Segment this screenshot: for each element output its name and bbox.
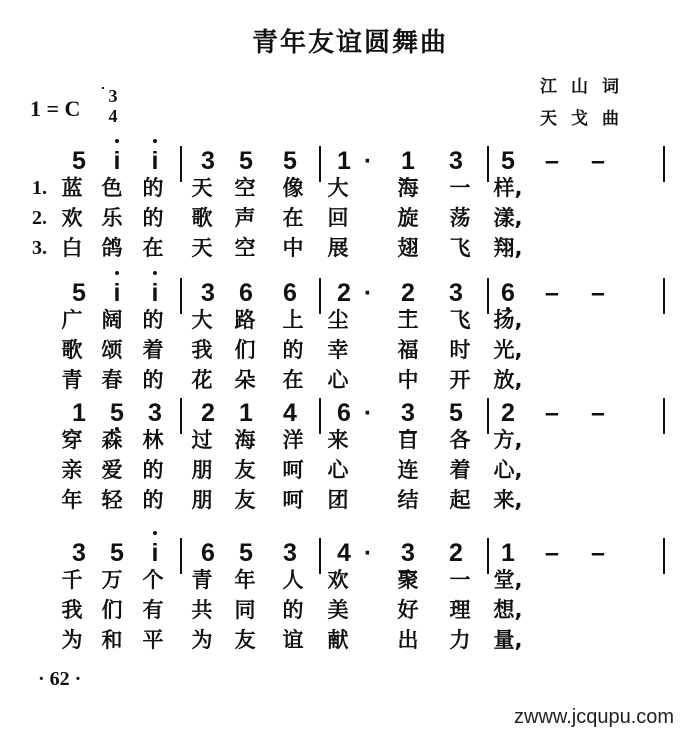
note [275, 538, 305, 568]
lyric-char: 我 [61, 598, 83, 622]
lyric-char: 翅 [397, 236, 419, 260]
dash-sustain [537, 146, 567, 176]
lyric-char: 的 [142, 458, 164, 482]
note [193, 278, 223, 308]
note-digit: 5 [239, 147, 253, 175]
lyric-char: 一 [449, 568, 471, 592]
lyric-char: 海 [397, 176, 419, 200]
lyric-char: 鸽 [101, 236, 123, 260]
lyric-line [0, 306, 700, 336]
lyric-char: 年 [61, 488, 83, 512]
note-digit: 5 [283, 147, 297, 175]
lyric-char: 心 [327, 458, 349, 482]
lyric-char: 团 [327, 488, 349, 512]
note [102, 398, 132, 428]
note [441, 146, 471, 176]
note-digit: – [545, 147, 559, 175]
note [441, 278, 471, 308]
dash-sustain [537, 278, 567, 308]
lyric-char: 心 [327, 368, 349, 392]
lyric-char: 千 [61, 568, 83, 592]
lyric-char: 起 [449, 488, 471, 512]
note [64, 278, 94, 308]
lyric-char: 的 [282, 598, 304, 622]
lyric-line [0, 174, 700, 204]
lyric-char: 森 [101, 428, 123, 452]
lyric-char: 聚 [397, 568, 419, 592]
lyric-line [0, 456, 700, 486]
note [393, 538, 423, 568]
lyric-char: 乐 [101, 206, 123, 230]
note [275, 278, 305, 308]
verse-number: 2. [32, 207, 47, 229]
dash-sustain [583, 146, 613, 176]
note-digit: i [151, 147, 159, 175]
lyric-char: 有 [142, 598, 164, 622]
lyric-char: 展 [327, 236, 349, 260]
lyric-char: 的 [142, 368, 164, 392]
note-digit: i [113, 147, 121, 175]
note [102, 538, 132, 568]
note-digit: 2 [501, 399, 515, 427]
lyric-line [0, 366, 700, 396]
note-digit: 5 [110, 399, 124, 427]
note [64, 146, 94, 176]
note-digit: · [363, 279, 373, 307]
lyric-char: 年 [234, 568, 256, 592]
octave-high-dot [115, 271, 119, 275]
dash-sustain [537, 398, 567, 428]
lyricist-role: 词 [602, 77, 633, 97]
lyric-char: 好 [397, 598, 419, 622]
lyric-char: 万 [101, 568, 123, 592]
lyric-char: 来 [327, 428, 349, 452]
lyric-line [0, 336, 700, 366]
lyric-char: 青 [61, 368, 83, 392]
lyric-char: 的 [142, 206, 164, 230]
lyric-line [0, 486, 700, 516]
time-signature [102, 86, 124, 126]
lyric-char: 自 [397, 428, 419, 452]
note [193, 398, 223, 428]
lyric-char: 友 [234, 628, 256, 652]
lyric-char: 量, [493, 628, 523, 652]
lyric-char: 的 [282, 338, 304, 362]
lyric-char: 上 [282, 308, 304, 332]
lyric-char: 友 [234, 488, 256, 512]
lyric-char: 穿 [61, 428, 83, 452]
note [231, 278, 261, 308]
note-digit: 1 [401, 147, 415, 175]
lyric-char: 理 [449, 598, 471, 622]
verse-number: 1. [32, 177, 47, 199]
note [493, 398, 523, 428]
note [102, 278, 132, 308]
lyric-char: 为 [191, 628, 213, 652]
lyric-char: 翔, [493, 236, 523, 260]
note-digit: 3 [148, 399, 162, 427]
note [140, 398, 170, 428]
lyric-char: 尘 [327, 308, 349, 332]
lyric-char: 人 [282, 568, 304, 592]
note [64, 398, 94, 428]
lyric-char: 心, [493, 458, 523, 482]
lyric-char: 结 [397, 488, 419, 512]
note-digit: 1 [337, 147, 351, 175]
note-digit: · [363, 539, 373, 567]
note-digit: 5 [449, 399, 463, 427]
lyric-char: 光, [493, 338, 523, 362]
dash-sustain [583, 398, 613, 428]
note-digit: 5 [72, 279, 86, 307]
lyricist-name: 江山 [540, 77, 602, 97]
lyric-char: 大 [191, 308, 213, 332]
lyric-char: 呵 [282, 458, 304, 482]
note [64, 538, 94, 568]
note-digit: 3 [449, 147, 463, 175]
lyric-char: 福 [397, 338, 419, 362]
lyric-char: 的 [142, 488, 164, 512]
note-digit: 5 [239, 539, 253, 567]
note [275, 146, 305, 176]
note [493, 146, 523, 176]
lyric-char: 来, [493, 488, 523, 512]
note [441, 538, 471, 568]
lyric-char: 力 [449, 628, 471, 652]
dash-sustain [583, 538, 613, 568]
lyric-char: 想, [493, 598, 523, 622]
note-digit: · [363, 147, 373, 175]
note-digit: 4 [283, 399, 297, 427]
lyric-char: 扬, [493, 308, 523, 332]
note-digit: 1 [501, 539, 515, 567]
lyric-char: 时 [449, 338, 471, 362]
lyric-char: 着 [449, 458, 471, 482]
lyric-line [0, 426, 700, 456]
lyric-char: 谊 [282, 628, 304, 652]
lyric-char: 空 [234, 176, 256, 200]
lyric-line [0, 204, 700, 234]
lyric-char: 朵 [234, 368, 256, 392]
lyric-char: 献 [327, 628, 349, 652]
lyric-char: 荡 [449, 206, 471, 230]
lyric-char: 路 [234, 308, 256, 332]
note-digit: 3 [401, 539, 415, 567]
composer-name: 天戈 [540, 109, 602, 129]
note-digit: 3 [449, 279, 463, 307]
lyric-char: 友 [234, 458, 256, 482]
lyric-char: 出 [397, 628, 419, 652]
lyric-char: 个 [142, 568, 164, 592]
note-digit: 2 [401, 279, 415, 307]
note [102, 146, 132, 176]
note [140, 278, 170, 308]
note-digit: 5 [501, 147, 515, 175]
lyric-char: 样, [493, 176, 523, 200]
lyric-char: 颂 [101, 338, 123, 362]
lyric-char: 旋 [397, 206, 419, 230]
page-number: · 62 · [38, 668, 82, 690]
note [140, 538, 170, 568]
lyric-char: 飞 [449, 236, 471, 260]
lyric-char: 幸 [327, 338, 349, 362]
lyric-char: 的 [142, 176, 164, 200]
watermark: zwww.jcqupu.com [514, 706, 675, 728]
dot-extension [353, 278, 383, 308]
lyric-char: 大 [327, 176, 349, 200]
time-signature-bar [102, 87, 104, 89]
lyric-char: 青 [191, 568, 213, 592]
lyric-char: 回 [327, 206, 349, 230]
octave-high-dot [153, 271, 157, 275]
lyric-line [0, 566, 700, 596]
dash-sustain [537, 538, 567, 568]
note [231, 146, 261, 176]
lyric-char: 放, [493, 368, 523, 392]
lyric-char: 朋 [191, 488, 213, 512]
note [493, 278, 523, 308]
composer-credit [540, 104, 633, 129]
lyric-char: 阔 [101, 308, 123, 332]
lyric-char: 花 [191, 368, 213, 392]
time-signature-top: 3 [108, 86, 118, 106]
lyric-char: 色 [101, 176, 123, 200]
note-digit: 5 [72, 147, 86, 175]
lyric-char: 歌 [191, 206, 213, 230]
lyric-char: 天 [191, 176, 213, 200]
lyric-char: 连 [397, 458, 419, 482]
lyric-char: 中 [397, 368, 419, 392]
lyricist-credit [540, 72, 633, 97]
note-digit: – [591, 539, 605, 567]
lyric-char: 方, [493, 428, 523, 452]
note-digit: – [545, 539, 559, 567]
note [493, 538, 523, 568]
lyric-char: 平 [142, 628, 164, 652]
note [393, 278, 423, 308]
lyric-char: 空 [234, 236, 256, 260]
note [140, 146, 170, 176]
note-digit: 2 [201, 399, 215, 427]
lyric-char: 天 [191, 236, 213, 260]
lyric-char: 为 [61, 628, 83, 652]
dash-sustain [583, 278, 613, 308]
lyric-char: 同 [234, 598, 256, 622]
lyric-char: 白 [61, 236, 83, 260]
lyric-char: 开 [449, 368, 471, 392]
dot-extension [353, 538, 383, 568]
lyric-line [0, 234, 700, 264]
lyric-char: 欢 [61, 206, 83, 230]
lyric-char: 美 [327, 598, 349, 622]
lyric-char: 蓝 [61, 176, 83, 200]
lyric-line [0, 626, 700, 656]
note-digit: 5 [110, 539, 124, 567]
note-digit: 3 [401, 399, 415, 427]
note-digit: i [151, 539, 159, 567]
key-signature: 1 = C [30, 96, 81, 121]
note-digit: 6 [501, 279, 515, 307]
note-digit: 6 [239, 279, 253, 307]
note [193, 146, 223, 176]
lyric-line [0, 596, 700, 626]
lyric-char: 声 [234, 206, 256, 230]
lyric-char: 春 [101, 368, 123, 392]
note-digit: 6 [337, 399, 351, 427]
note [393, 146, 423, 176]
note-digit: 6 [201, 539, 215, 567]
lyric-char: 在 [282, 368, 304, 392]
note-digit: 3 [201, 279, 215, 307]
note-digit: 6 [283, 279, 297, 307]
lyric-char: 林 [142, 428, 164, 452]
lyric-char: 中 [282, 236, 304, 260]
note [193, 538, 223, 568]
lyric-char: 各 [449, 428, 471, 452]
song-title: 青年友谊圆舞曲 [251, 28, 448, 58]
note-digit: i [113, 279, 121, 307]
lyric-char: 在 [142, 236, 164, 260]
note [393, 398, 423, 428]
lyric-char: 着 [142, 338, 164, 362]
lyric-char: 的 [142, 308, 164, 332]
lyric-char: 像 [282, 176, 304, 200]
octave-high-dot [153, 531, 157, 535]
composer-role: 曲 [602, 109, 633, 129]
lyric-char: 歌 [61, 338, 83, 362]
note-digit: 3 [72, 539, 86, 567]
note-digit: – [545, 279, 559, 307]
lyric-char: 们 [234, 338, 256, 362]
note-digit: – [591, 279, 605, 307]
note [275, 398, 305, 428]
lyric-char: 一 [449, 176, 471, 200]
note-digit: · [363, 399, 373, 427]
note-digit: – [545, 399, 559, 427]
note-digit: – [591, 147, 605, 175]
lyric-char: 漾, [493, 206, 523, 230]
lyric-char: 朋 [191, 458, 213, 482]
lyric-char: 轻 [101, 488, 123, 512]
note-digit: 3 [201, 147, 215, 175]
lyric-char: 土 [397, 308, 419, 332]
verse-number: 3. [32, 237, 47, 259]
note-digit: 2 [337, 279, 351, 307]
lyric-char: 海 [234, 428, 256, 452]
lyric-char: 堂, [493, 568, 523, 592]
note-digit: i [151, 279, 159, 307]
note-digit: 1 [72, 399, 86, 427]
time-signature-bottom: 4 [108, 106, 118, 126]
octave-high-dot [153, 139, 157, 143]
note-digit: – [591, 399, 605, 427]
note [231, 398, 261, 428]
lyric-char: 在 [282, 206, 304, 230]
lyric-char: 广 [61, 308, 83, 332]
lyric-char: 共 [191, 598, 213, 622]
dot-extension [353, 146, 383, 176]
lyric-char: 欢 [327, 568, 349, 592]
lyric-char: 飞 [449, 308, 471, 332]
dot-extension [353, 398, 383, 428]
lyric-char: 洋 [282, 428, 304, 452]
lyric-char: 呵 [282, 488, 304, 512]
octave-high-dot [115, 139, 119, 143]
note-digit: 1 [239, 399, 253, 427]
lyric-char: 们 [101, 598, 123, 622]
lyric-char: 爱 [101, 458, 123, 482]
note-digit: 2 [449, 539, 463, 567]
lyric-char: 过 [191, 428, 213, 452]
note-digit: 4 [337, 539, 351, 567]
note [441, 398, 471, 428]
note [231, 538, 261, 568]
lyric-char: 亲 [61, 458, 83, 482]
lyric-char: 我 [191, 338, 213, 362]
lyric-char: 和 [101, 628, 123, 652]
note-digit: 3 [283, 539, 297, 567]
